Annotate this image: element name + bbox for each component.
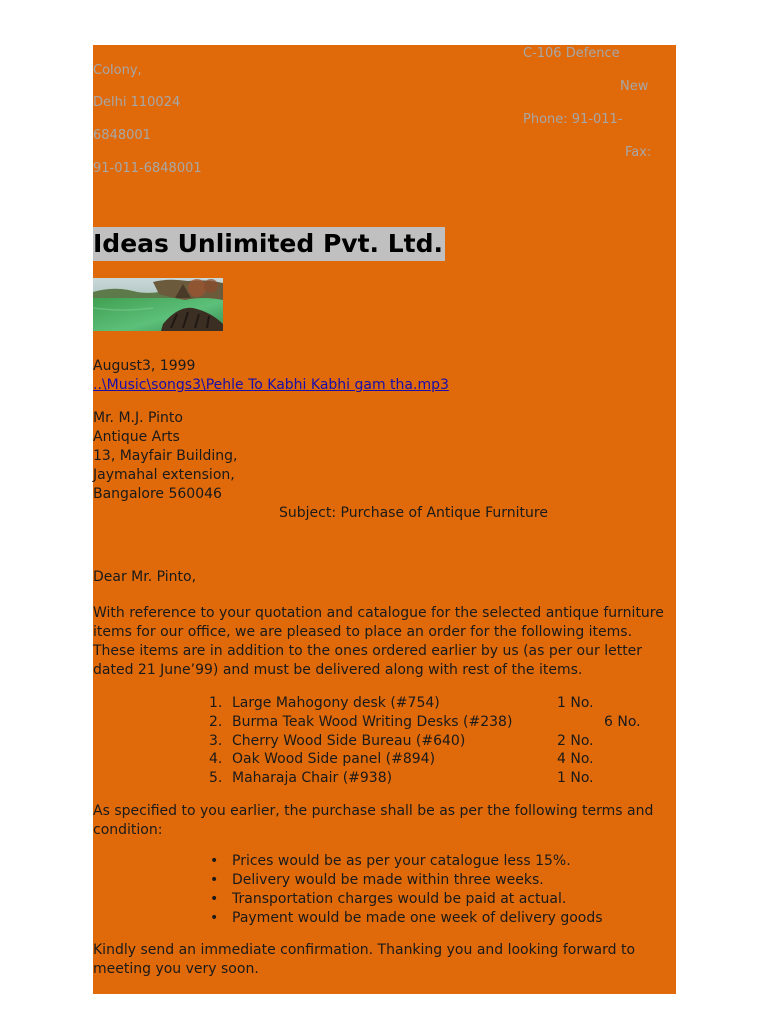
letterhead-phone-continued: 6848001 — [93, 128, 151, 143]
item-number: 5. — [209, 770, 223, 786]
item-quantity: 2 No. — [557, 733, 594, 749]
term-text: Payment would be made one week of delivery goods — [232, 910, 603, 926]
letterhead-address-line4: Delhi 110024 — [93, 95, 181, 110]
company-name: Ideas Unlimited Pvt. Ltd. — [93, 227, 445, 261]
term-text: Transportation charges would be paid at actual. — [232, 891, 567, 907]
item-name: Large Mahogony desk (#754) — [232, 695, 440, 711]
recipient-city: Bangalore 560046 — [93, 486, 222, 502]
recipient-area: Jaymahal extension, — [93, 467, 235, 483]
term-text: Delivery would be made within three weeks. — [232, 872, 544, 888]
terms-intro: As specified to you earlier, the purchase shall be as per the following terms and condition: — [93, 803, 654, 838]
item-quantity: 1 No. — [557, 695, 594, 711]
letter-date: August3, 1999 — [93, 358, 196, 374]
recipient-street: 13, Mayfair Building, — [93, 448, 238, 464]
recipient-name: Mr. M.J. Pinto — [93, 410, 183, 426]
letterhead-address-line3: New — [620, 79, 649, 94]
item-number: 1. — [209, 695, 223, 711]
bullet-icon: • — [210, 872, 219, 888]
letterhead-fax-label: Fax: — [625, 145, 652, 160]
letterhead-address-line2: Colony, — [93, 63, 142, 78]
closing-paragraph: Kindly send an immediate confirmation. Thanking you and looking forward to meeting you very soon. — [93, 942, 636, 977]
item-quantity: 4 No. — [557, 751, 594, 767]
intro-paragraph: With reference to your quotation and catalogue for the selected antique furniture items for our office, we are pleased to place an order for the following items. These items are in addition to the ones ordered earlier by us (as per our letter dated 21 June’99) and must be delivered along with rest of the items. — [93, 605, 664, 678]
letter-page — [93, 45, 676, 994]
bullet-icon: • — [210, 853, 219, 869]
bullet-icon: • — [210, 910, 219, 926]
landscape-photo — [93, 278, 223, 331]
attachment-link[interactable]: ..\Music\songs3\Pehle To Kabhi Kabhi gam tha.mp3 — [93, 377, 449, 393]
item-quantity: 6 No. — [604, 714, 641, 730]
salutation: Dear Mr. Pinto, — [93, 569, 197, 585]
letterhead-phone-label: Phone: 91-011- — [523, 112, 623, 127]
item-name: Maharaja Chair (#938) — [232, 770, 393, 786]
term-text: Prices would be as per your catalogue less 15%. — [232, 853, 571, 869]
letterhead-address-line1: C-106 Defence — [523, 46, 620, 61]
item-number: 3. — [209, 733, 223, 749]
item-name: Burma Teak Wood Writing Desks (#238) — [232, 714, 513, 730]
item-name: Cherry Wood Side Bureau (#640) — [232, 733, 466, 749]
letterhead-fax-number: 91-011-6848001 — [93, 161, 202, 176]
item-quantity: 1 No. — [557, 770, 594, 786]
recipient-company: Antique Arts — [93, 429, 180, 445]
bullet-icon: • — [210, 891, 219, 907]
item-number: 4. — [209, 751, 223, 767]
item-name: Oak Wood Side panel (#894) — [232, 751, 436, 767]
letter-subject: Subject: Purchase of Antique Furniture — [279, 505, 548, 521]
item-number: 2. — [209, 714, 223, 730]
